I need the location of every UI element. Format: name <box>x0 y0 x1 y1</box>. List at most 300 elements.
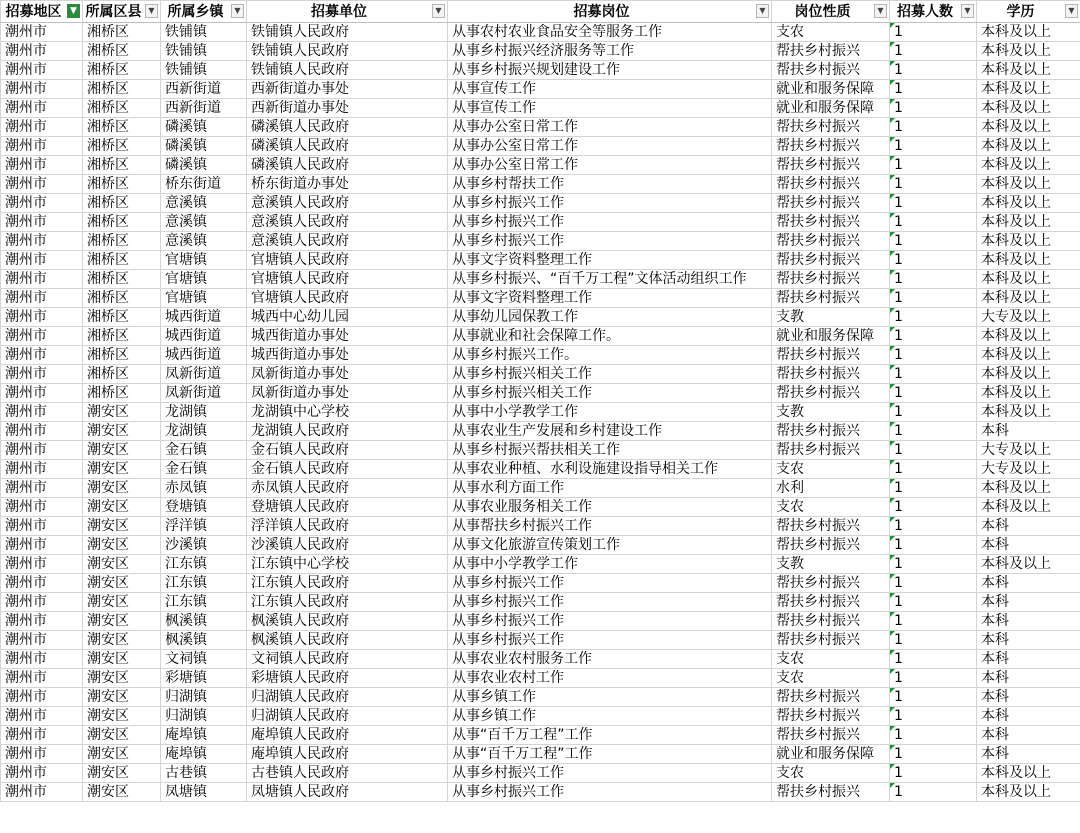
cell-position[interactable]: 从事“百千万工程”工作 <box>448 726 772 745</box>
cell-type[interactable]: 支教 <box>772 555 890 574</box>
cell-town[interactable]: 赤凤镇 <box>161 479 247 498</box>
cell-district[interactable]: 潮安区 <box>83 650 161 669</box>
cell-education[interactable]: 本科及以上 <box>977 99 1080 118</box>
cell-education[interactable]: 本科及以上 <box>977 251 1080 270</box>
cell-unit[interactable]: 城西中心幼儿园 <box>247 308 448 327</box>
cell-town[interactable]: 意溪镇 <box>161 232 247 251</box>
column-header-district[interactable] <box>83 1 161 23</box>
cell-unit[interactable]: 铁铺镇人民政府 <box>247 42 448 61</box>
cell-unit[interactable]: 江东镇中心学校 <box>247 555 448 574</box>
cell-type[interactable]: 帮扶乡村振兴 <box>772 213 890 232</box>
cell-type[interactable]: 支农 <box>772 498 890 517</box>
cell-region[interactable]: 潮州市 <box>1 479 83 498</box>
cell-unit[interactable]: 赤凤镇人民政府 <box>247 479 448 498</box>
cell-education[interactable]: 本科 <box>977 669 1080 688</box>
cell-town[interactable]: 归湖镇 <box>161 707 247 726</box>
cell-region[interactable]: 潮州市 <box>1 156 83 175</box>
cell-type[interactable]: 支教 <box>772 308 890 327</box>
cell-unit[interactable]: 西新街道办事处 <box>247 99 448 118</box>
cell-region[interactable]: 潮州市 <box>1 232 83 251</box>
cell-district[interactable]: 潮安区 <box>83 574 161 593</box>
cell-count[interactable]: 1 <box>890 593 977 612</box>
cell-count[interactable]: 1 <box>890 574 977 593</box>
cell-unit[interactable]: 官塘镇人民政府 <box>247 289 448 308</box>
cell-education[interactable]: 本科及以上 <box>977 175 1080 194</box>
cell-district[interactable]: 潮安区 <box>83 669 161 688</box>
cell-region[interactable]: 潮州市 <box>1 612 83 631</box>
cell-town[interactable]: 龙湖镇 <box>161 403 247 422</box>
cell-type[interactable]: 帮扶乡村振兴 <box>772 289 890 308</box>
cell-unit[interactable]: 归湖镇人民政府 <box>247 688 448 707</box>
cell-education[interactable]: 本科 <box>977 593 1080 612</box>
cell-type[interactable]: 帮扶乡村振兴 <box>772 346 890 365</box>
cell-district[interactable]: 湘桥区 <box>83 42 161 61</box>
cell-district[interactable]: 湘桥区 <box>83 61 161 80</box>
cell-town[interactable]: 庵埠镇 <box>161 745 247 764</box>
cell-region[interactable]: 潮州市 <box>1 251 83 270</box>
cell-position[interactable]: 从事乡村振兴工作 <box>448 574 772 593</box>
cell-district[interactable]: 湘桥区 <box>83 80 161 99</box>
cell-count[interactable]: 1 <box>890 669 977 688</box>
cell-district[interactable]: 潮安区 <box>83 631 161 650</box>
cell-type[interactable]: 帮扶乡村振兴 <box>772 422 890 441</box>
cell-count[interactable]: 1 <box>890 479 977 498</box>
cell-region[interactable]: 潮州市 <box>1 99 83 118</box>
cell-position[interactable]: 从事乡村振兴工作 <box>448 593 772 612</box>
cell-education[interactable]: 本科及以上 <box>977 346 1080 365</box>
cell-education[interactable]: 本科及以上 <box>977 137 1080 156</box>
cell-type[interactable]: 支农 <box>772 460 890 479</box>
cell-count[interactable]: 1 <box>890 156 977 175</box>
cell-region[interactable]: 潮州市 <box>1 213 83 232</box>
column-header-region[interactable] <box>1 1 83 23</box>
cell-town[interactable]: 文祠镇 <box>161 650 247 669</box>
cell-region[interactable]: 潮州市 <box>1 346 83 365</box>
cell-type[interactable]: 帮扶乡村振兴 <box>772 688 890 707</box>
cell-unit[interactable]: 磷溪镇人民政府 <box>247 156 448 175</box>
cell-unit[interactable]: 彩塘镇人民政府 <box>247 669 448 688</box>
cell-unit[interactable]: 铁铺镇人民政府 <box>247 61 448 80</box>
cell-region[interactable]: 潮州市 <box>1 631 83 650</box>
cell-type[interactable]: 帮扶乡村振兴 <box>772 707 890 726</box>
column-header-education[interactable] <box>977 1 1080 23</box>
cell-position[interactable]: 从事乡村振兴工作 <box>448 783 772 802</box>
cell-district[interactable]: 潮安区 <box>83 441 161 460</box>
cell-type[interactable]: 就业和服务保障 <box>772 745 890 764</box>
cell-education[interactable]: 本科及以上 <box>977 61 1080 80</box>
cell-type[interactable]: 帮扶乡村振兴 <box>772 118 890 137</box>
dropdown-arrow-icon[interactable]: ▼ <box>145 4 158 18</box>
cell-education[interactable]: 本科及以上 <box>977 479 1080 498</box>
cell-type[interactable]: 就业和服务保障 <box>772 99 890 118</box>
cell-town[interactable]: 官塘镇 <box>161 251 247 270</box>
cell-town[interactable]: 彩塘镇 <box>161 669 247 688</box>
cell-position[interactable]: 从事农业农村服务工作 <box>448 650 772 669</box>
cell-count[interactable]: 1 <box>890 441 977 460</box>
cell-education[interactable]: 本科及以上 <box>977 42 1080 61</box>
cell-type[interactable]: 就业和服务保障 <box>772 80 890 99</box>
cell-region[interactable]: 潮州市 <box>1 707 83 726</box>
cell-town[interactable]: 西新街道 <box>161 80 247 99</box>
cell-unit[interactable]: 浮洋镇人民政府 <box>247 517 448 536</box>
cell-district[interactable]: 潮安区 <box>83 783 161 802</box>
cell-education[interactable]: 本科 <box>977 517 1080 536</box>
cell-count[interactable]: 1 <box>890 422 977 441</box>
cell-unit[interactable]: 金石镇人民政府 <box>247 441 448 460</box>
cell-town[interactable]: 意溪镇 <box>161 213 247 232</box>
cell-position[interactable]: 从事帮扶乡村振兴工作 <box>448 517 772 536</box>
cell-count[interactable]: 1 <box>890 175 977 194</box>
cell-type[interactable]: 帮扶乡村振兴 <box>772 384 890 403</box>
cell-town[interactable]: 江东镇 <box>161 593 247 612</box>
cell-type[interactable]: 帮扶乡村振兴 <box>772 574 890 593</box>
cell-position[interactable]: 从事“百千万工程”工作 <box>448 745 772 764</box>
cell-district[interactable]: 潮安区 <box>83 612 161 631</box>
cell-unit[interactable]: 庵埠镇人民政府 <box>247 726 448 745</box>
cell-education[interactable]: 本科及以上 <box>977 270 1080 289</box>
cell-district[interactable]: 湘桥区 <box>83 118 161 137</box>
cell-education[interactable]: 本科及以上 <box>977 232 1080 251</box>
cell-unit[interactable]: 枫溪镇人民政府 <box>247 631 448 650</box>
cell-position[interactable]: 从事乡村振兴工作 <box>448 213 772 232</box>
cell-town[interactable]: 枫溪镇 <box>161 612 247 631</box>
cell-education[interactable]: 大专及以上 <box>977 441 1080 460</box>
cell-district[interactable]: 湘桥区 <box>83 137 161 156</box>
cell-education[interactable]: 本科 <box>977 612 1080 631</box>
cell-region[interactable]: 潮州市 <box>1 498 83 517</box>
cell-district[interactable]: 潮安区 <box>83 479 161 498</box>
dropdown-arrow-icon[interactable]: ▼ <box>231 4 244 18</box>
cell-region[interactable]: 潮州市 <box>1 42 83 61</box>
cell-position[interactable]: 从事中小学教学工作 <box>448 555 772 574</box>
cell-district[interactable]: 湘桥区 <box>83 232 161 251</box>
cell-count[interactable]: 1 <box>890 745 977 764</box>
dropdown-arrow-icon[interactable]: ▼ <box>1065 4 1078 18</box>
cell-district[interactable]: 湘桥区 <box>83 327 161 346</box>
cell-position[interactable]: 从事乡村振兴规划建设工作 <box>448 61 772 80</box>
cell-position[interactable]: 从事中小学教学工作 <box>448 403 772 422</box>
cell-region[interactable]: 潮州市 <box>1 650 83 669</box>
cell-education[interactable]: 本科 <box>977 631 1080 650</box>
cell-district[interactable]: 湘桥区 <box>83 346 161 365</box>
cell-count[interactable]: 1 <box>890 783 977 802</box>
cell-position[interactable]: 从事乡村帮扶工作 <box>448 175 772 194</box>
cell-count[interactable]: 1 <box>890 631 977 650</box>
cell-education[interactable]: 本科及以上 <box>977 80 1080 99</box>
cell-region[interactable]: 潮州市 <box>1 289 83 308</box>
cell-town[interactable]: 桥东街道 <box>161 175 247 194</box>
cell-type[interactable]: 支教 <box>772 403 890 422</box>
cell-position[interactable]: 从事文字资料整理工作 <box>448 289 772 308</box>
cell-position[interactable]: 从事办公室日常工作 <box>448 118 772 137</box>
cell-type[interactable]: 帮扶乡村振兴 <box>772 61 890 80</box>
cell-district[interactable]: 潮安区 <box>83 498 161 517</box>
cell-education[interactable]: 本科及以上 <box>977 384 1080 403</box>
cell-type[interactable]: 水利 <box>772 479 890 498</box>
cell-region[interactable]: 潮州市 <box>1 574 83 593</box>
cell-region[interactable]: 潮州市 <box>1 80 83 99</box>
cell-count[interactable]: 1 <box>890 517 977 536</box>
cell-town[interactable]: 城西街道 <box>161 308 247 327</box>
cell-education[interactable]: 本科及以上 <box>977 156 1080 175</box>
cell-region[interactable]: 潮州市 <box>1 726 83 745</box>
cell-town[interactable]: 铁铺镇 <box>161 61 247 80</box>
cell-count[interactable]: 1 <box>890 612 977 631</box>
cell-count[interactable]: 1 <box>890 118 977 137</box>
column-header-town[interactable] <box>161 1 247 23</box>
cell-education[interactable]: 本科 <box>977 745 1080 764</box>
cell-position[interactable]: 从事办公室日常工作 <box>448 156 772 175</box>
cell-position[interactable]: 从事宣传工作 <box>448 99 772 118</box>
cell-town[interactable]: 浮洋镇 <box>161 517 247 536</box>
cell-unit[interactable]: 沙溪镇人民政府 <box>247 536 448 555</box>
cell-position[interactable]: 从事幼儿园保教工作 <box>448 308 772 327</box>
cell-unit[interactable]: 磷溪镇人民政府 <box>247 137 448 156</box>
cell-unit[interactable]: 江东镇人民政府 <box>247 593 448 612</box>
cell-unit[interactable]: 铁铺镇人民政府 <box>247 23 448 42</box>
cell-count[interactable]: 1 <box>890 650 977 669</box>
cell-education[interactable]: 本科及以上 <box>977 403 1080 422</box>
column-header-count[interactable] <box>890 1 977 23</box>
cell-unit[interactable]: 西新街道办事处 <box>247 80 448 99</box>
cell-region[interactable]: 潮州市 <box>1 61 83 80</box>
cell-type[interactable]: 支农 <box>772 650 890 669</box>
cell-region[interactable]: 潮州市 <box>1 517 83 536</box>
cell-type[interactable]: 帮扶乡村振兴 <box>772 726 890 745</box>
cell-region[interactable]: 潮州市 <box>1 175 83 194</box>
cell-type[interactable]: 帮扶乡村振兴 <box>772 612 890 631</box>
cell-region[interactable]: 潮州市 <box>1 118 83 137</box>
cell-position[interactable]: 从事文化旅游宣传策划工作 <box>448 536 772 555</box>
cell-position[interactable]: 从事乡村振兴工作 <box>448 194 772 213</box>
cell-education[interactable]: 大专及以上 <box>977 460 1080 479</box>
cell-region[interactable]: 潮州市 <box>1 403 83 422</box>
cell-district[interactable]: 湘桥区 <box>83 308 161 327</box>
cell-type[interactable]: 帮扶乡村振兴 <box>772 441 890 460</box>
cell-unit[interactable]: 凤塘镇人民政府 <box>247 783 448 802</box>
cell-town[interactable]: 磷溪镇 <box>161 137 247 156</box>
cell-type[interactable]: 帮扶乡村振兴 <box>772 194 890 213</box>
cell-unit[interactable]: 归湖镇人民政府 <box>247 707 448 726</box>
cell-unit[interactable]: 意溪镇人民政府 <box>247 213 448 232</box>
cell-town[interactable]: 西新街道 <box>161 99 247 118</box>
cell-district[interactable]: 湘桥区 <box>83 23 161 42</box>
cell-district[interactable]: 湘桥区 <box>83 251 161 270</box>
cell-count[interactable]: 1 <box>890 23 977 42</box>
cell-district[interactable]: 潮安区 <box>83 688 161 707</box>
cell-town[interactable]: 官塘镇 <box>161 289 247 308</box>
cell-region[interactable]: 潮州市 <box>1 194 83 213</box>
dropdown-arrow-icon[interactable]: ▼ <box>432 4 445 18</box>
cell-type[interactable]: 帮扶乡村振兴 <box>772 593 890 612</box>
cell-town[interactable]: 枫溪镇 <box>161 631 247 650</box>
cell-count[interactable]: 1 <box>890 251 977 270</box>
column-header-position[interactable] <box>448 1 772 23</box>
cell-unit[interactable]: 金石镇人民政府 <box>247 460 448 479</box>
cell-town[interactable]: 官塘镇 <box>161 270 247 289</box>
cell-count[interactable]: 1 <box>890 555 977 574</box>
cell-town[interactable]: 凤新街道 <box>161 365 247 384</box>
cell-region[interactable]: 潮州市 <box>1 536 83 555</box>
cell-district[interactable]: 湘桥区 <box>83 289 161 308</box>
cell-town[interactable]: 江东镇 <box>161 574 247 593</box>
cell-unit[interactable]: 桥东街道办事处 <box>247 175 448 194</box>
cell-region[interactable]: 潮州市 <box>1 745 83 764</box>
cell-education[interactable]: 本科及以上 <box>977 365 1080 384</box>
cell-district[interactable]: 潮安区 <box>83 707 161 726</box>
cell-education[interactable]: 本科及以上 <box>977 498 1080 517</box>
cell-education[interactable]: 本科及以上 <box>977 118 1080 137</box>
cell-unit[interactable]: 江东镇人民政府 <box>247 574 448 593</box>
cell-town[interactable]: 江东镇 <box>161 555 247 574</box>
cell-unit[interactable]: 登塘镇人民政府 <box>247 498 448 517</box>
dropdown-arrow-icon[interactable]: ▼ <box>874 4 887 18</box>
cell-position[interactable]: 从事农业农村工作 <box>448 669 772 688</box>
cell-unit[interactable]: 城西街道办事处 <box>247 346 448 365</box>
cell-unit[interactable]: 意溪镇人民政府 <box>247 194 448 213</box>
cell-count[interactable]: 1 <box>890 403 977 422</box>
cell-district[interactable]: 潮安区 <box>83 460 161 479</box>
cell-position[interactable]: 从事乡镇工作 <box>448 688 772 707</box>
cell-count[interactable]: 1 <box>890 80 977 99</box>
cell-education[interactable]: 本科 <box>977 574 1080 593</box>
cell-count[interactable]: 1 <box>890 42 977 61</box>
cell-position[interactable]: 从事办公室日常工作 <box>448 137 772 156</box>
cell-unit[interactable]: 枫溪镇人民政府 <box>247 612 448 631</box>
cell-district[interactable]: 潮安区 <box>83 593 161 612</box>
cell-position[interactable]: 从事乡镇工作 <box>448 707 772 726</box>
cell-education[interactable]: 本科 <box>977 688 1080 707</box>
cell-unit[interactable]: 官塘镇人民政府 <box>247 270 448 289</box>
cell-education[interactable]: 本科及以上 <box>977 783 1080 802</box>
cell-town[interactable]: 铁铺镇 <box>161 42 247 61</box>
cell-unit[interactable]: 庵埠镇人民政府 <box>247 745 448 764</box>
cell-town[interactable]: 庵埠镇 <box>161 726 247 745</box>
cell-district[interactable]: 潮安区 <box>83 555 161 574</box>
cell-position[interactable]: 从事农业服务相关工作 <box>448 498 772 517</box>
cell-region[interactable]: 潮州市 <box>1 327 83 346</box>
cell-town[interactable]: 凤塘镇 <box>161 783 247 802</box>
cell-position[interactable]: 从事乡村振兴工作 <box>448 631 772 650</box>
cell-count[interactable]: 1 <box>890 365 977 384</box>
cell-position[interactable]: 从事乡村振兴相关工作 <box>448 384 772 403</box>
cell-district[interactable]: 湘桥区 <box>83 99 161 118</box>
filter-active-icon[interactable]: ▼ <box>67 4 80 18</box>
cell-town[interactable]: 金石镇 <box>161 460 247 479</box>
cell-town[interactable]: 城西街道 <box>161 346 247 365</box>
cell-region[interactable]: 潮州市 <box>1 460 83 479</box>
cell-town[interactable]: 磷溪镇 <box>161 156 247 175</box>
cell-district[interactable]: 湘桥区 <box>83 365 161 384</box>
cell-position[interactable]: 从事乡村振兴、“百千万工程”文体活动组织工作 <box>448 270 772 289</box>
cell-position[interactable]: 从事乡村振兴帮扶相关工作 <box>448 441 772 460</box>
cell-education[interactable]: 本科及以上 <box>977 289 1080 308</box>
column-header-type[interactable] <box>772 1 890 23</box>
cell-education[interactable]: 本科及以上 <box>977 194 1080 213</box>
cell-type[interactable]: 帮扶乡村振兴 <box>772 536 890 555</box>
cell-type[interactable]: 帮扶乡村振兴 <box>772 251 890 270</box>
cell-count[interactable]: 1 <box>890 764 977 783</box>
cell-type[interactable]: 帮扶乡村振兴 <box>772 42 890 61</box>
cell-count[interactable]: 1 <box>890 460 977 479</box>
cell-count[interactable]: 1 <box>890 536 977 555</box>
cell-unit[interactable]: 文祠镇人民政府 <box>247 650 448 669</box>
cell-district[interactable]: 潮安区 <box>83 517 161 536</box>
cell-district[interactable]: 潮安区 <box>83 422 161 441</box>
cell-count[interactable]: 1 <box>890 289 977 308</box>
cell-district[interactable]: 潮安区 <box>83 764 161 783</box>
cell-position[interactable]: 从事文字资料整理工作 <box>448 251 772 270</box>
cell-region[interactable]: 潮州市 <box>1 270 83 289</box>
cell-town[interactable]: 凤新街道 <box>161 384 247 403</box>
cell-unit[interactable]: 古巷镇人民政府 <box>247 764 448 783</box>
cell-count[interactable]: 1 <box>890 270 977 289</box>
cell-position[interactable]: 从事乡村振兴工作 <box>448 232 772 251</box>
cell-position[interactable]: 从事农村农业食品安全等服务工作 <box>448 23 772 42</box>
cell-district[interactable]: 潮安区 <box>83 745 161 764</box>
cell-region[interactable]: 潮州市 <box>1 137 83 156</box>
cell-type[interactable]: 就业和服务保障 <box>772 327 890 346</box>
cell-type[interactable]: 帮扶乡村振兴 <box>772 517 890 536</box>
cell-type[interactable]: 帮扶乡村振兴 <box>772 270 890 289</box>
cell-position[interactable]: 从事乡村振兴相关工作 <box>448 365 772 384</box>
cell-count[interactable]: 1 <box>890 346 977 365</box>
cell-count[interactable]: 1 <box>890 688 977 707</box>
dropdown-arrow-icon[interactable]: ▼ <box>756 4 769 18</box>
cell-position[interactable]: 从事乡村振兴工作。 <box>448 346 772 365</box>
cell-count[interactable]: 1 <box>890 308 977 327</box>
cell-district[interactable]: 潮安区 <box>83 726 161 745</box>
cell-education[interactable]: 本科及以上 <box>977 555 1080 574</box>
cell-district[interactable]: 湘桥区 <box>83 156 161 175</box>
cell-unit[interactable]: 磷溪镇人民政府 <box>247 118 448 137</box>
cell-position[interactable]: 从事水利方面工作 <box>448 479 772 498</box>
cell-education[interactable]: 本科 <box>977 422 1080 441</box>
cell-town[interactable]: 金石镇 <box>161 441 247 460</box>
cell-type[interactable]: 帮扶乡村振兴 <box>772 365 890 384</box>
cell-unit[interactable]: 龙湖镇人民政府 <box>247 422 448 441</box>
cell-type[interactable]: 帮扶乡村振兴 <box>772 137 890 156</box>
cell-count[interactable]: 1 <box>890 726 977 745</box>
cell-position[interactable]: 从事农业种植、水利设施建设指导相关工作 <box>448 460 772 479</box>
cell-education[interactable]: 本科及以上 <box>977 327 1080 346</box>
cell-town[interactable]: 铁铺镇 <box>161 23 247 42</box>
dropdown-arrow-icon[interactable]: ▼ <box>961 4 974 18</box>
cell-education[interactable]: 本科 <box>977 726 1080 745</box>
cell-unit[interactable]: 龙湖镇中心学校 <box>247 403 448 422</box>
cell-district[interactable]: 潮安区 <box>83 403 161 422</box>
cell-type[interactable]: 帮扶乡村振兴 <box>772 631 890 650</box>
cell-type[interactable]: 帮扶乡村振兴 <box>772 783 890 802</box>
cell-unit[interactable]: 官塘镇人民政府 <box>247 251 448 270</box>
cell-region[interactable]: 潮州市 <box>1 783 83 802</box>
cell-region[interactable]: 潮州市 <box>1 384 83 403</box>
cell-count[interactable]: 1 <box>890 213 977 232</box>
cell-town[interactable]: 意溪镇 <box>161 194 247 213</box>
cell-unit[interactable]: 凤新街道办事处 <box>247 365 448 384</box>
cell-district[interactable]: 湘桥区 <box>83 384 161 403</box>
cell-district[interactable]: 湘桥区 <box>83 175 161 194</box>
cell-education[interactable]: 大专及以上 <box>977 308 1080 327</box>
cell-region[interactable]: 潮州市 <box>1 308 83 327</box>
cell-region[interactable]: 潮州市 <box>1 422 83 441</box>
cell-education[interactable]: 本科 <box>977 707 1080 726</box>
cell-count[interactable]: 1 <box>890 498 977 517</box>
cell-position[interactable]: 从事农业生产发展和乡村建设工作 <box>448 422 772 441</box>
cell-position[interactable]: 从事乡村振兴工作 <box>448 764 772 783</box>
cell-type[interactable]: 支农 <box>772 669 890 688</box>
cell-district[interactable]: 湘桥区 <box>83 213 161 232</box>
